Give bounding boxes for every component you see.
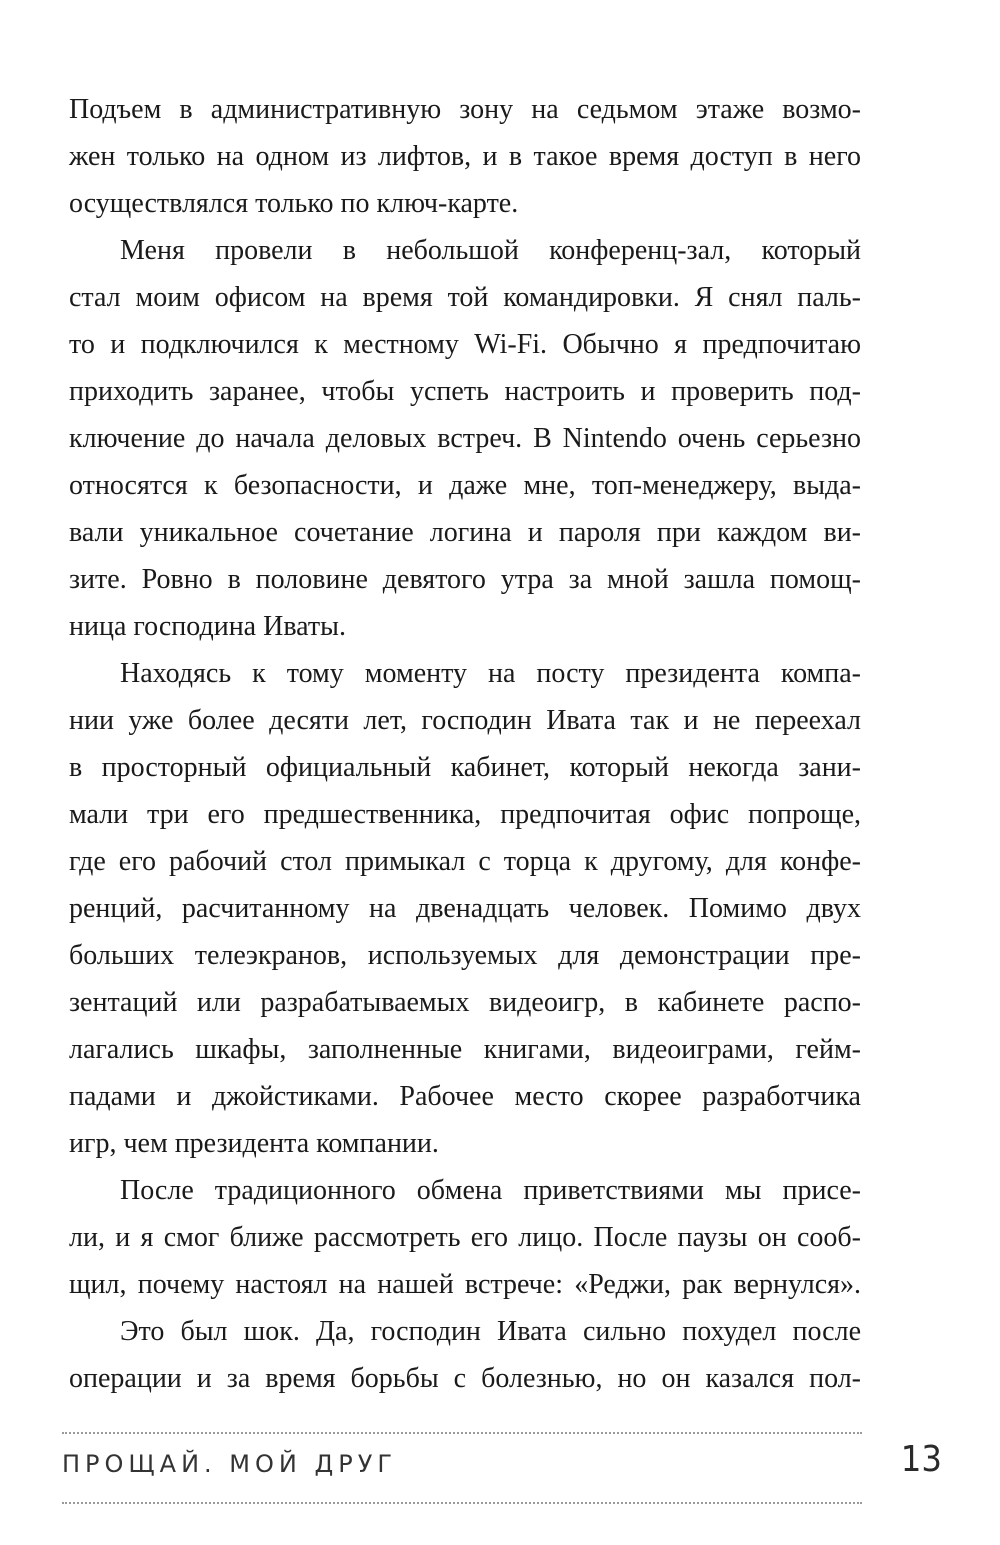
text-line: Подъем в административную зону на седьмом этаже возмо- xyxy=(69,94,861,125)
text-line: то и подключился к местному Wi-Fi. Обычно я предпочитаю xyxy=(69,329,861,360)
running-title: ПРОЩАЙ. МОЙ ДРУГ xyxy=(62,1450,397,1478)
text-line: зентаций или разрабатываемых видеоигр, в кабинете распо- xyxy=(69,987,861,1018)
text-line: Меня провели в небольшой конференц-зал, который xyxy=(120,235,861,266)
text-line: ключение до начала деловых встреч. В Nintendo очень серьезно xyxy=(69,423,861,454)
text-line: ренций, расчитанному на двенадцать человек. Помимо двух xyxy=(69,893,861,924)
text-line: щил, почему настоял на нашей встрече: «Реджи, рак вернулся». xyxy=(69,1269,861,1300)
footer-rule-top xyxy=(62,1432,862,1434)
page-number: 13 xyxy=(900,1439,942,1480)
text-line: игр, чем президента компании. xyxy=(69,1128,439,1159)
text-line: где его рабочий стол примыкал с торца к другому, для конфе- xyxy=(69,846,861,877)
text-line: относятся к безопасности, и даже мне, топ-менеджеру, выда- xyxy=(69,470,861,501)
text-line: падами и джойстиками. Рабочее место скорее разработчика xyxy=(69,1081,861,1112)
text-line: После традиционного обмена приветствиями мы присе- xyxy=(120,1175,861,1206)
text-line: ли, и я смог ближе рассмотреть его лицо. После паузы он сооб- xyxy=(69,1222,861,1253)
footer-rule-bottom xyxy=(62,1502,862,1504)
text-line: нии уже более десяти лет, господин Ивата так и не переехал xyxy=(69,705,861,736)
text-line: Это был шок. Да, господин Ивата сильно похудел после xyxy=(120,1316,861,1347)
text-line: операции и за время борьбы с болезнью, но он казался пол- xyxy=(69,1363,861,1394)
text-line: стал моим офисом на время той командировки. Я снял паль- xyxy=(69,282,861,313)
text-line: ница господина Иваты. xyxy=(69,611,346,642)
text-line: приходить заранее, чтобы успеть настроить и проверить под- xyxy=(69,376,861,407)
text-line: Находясь к тому моменту на посту президента компа- xyxy=(120,658,861,689)
text-line: в просторный официальный кабинет, который некогда зани- xyxy=(69,752,861,783)
text-line: мали три его предшественника, предпочитая офис попроще, xyxy=(69,799,861,830)
text-line: жен только на одном из лифтов, и в такое время доступ в него xyxy=(69,141,861,172)
text-line: вали уникальное сочетание логина и пароля при каждом ви- xyxy=(69,517,861,548)
text-line: осуществлялся только по ключ-карте. xyxy=(69,188,519,219)
text-line: зите. Ровно в половине девятого утра за мной зашла помощ- xyxy=(69,564,861,595)
body-text xyxy=(69,86,861,1402)
text-line: больших телеэкранов, используемых для демонстрации пре- xyxy=(69,940,861,971)
text-line: лагались шкафы, заполненные книгами, видеоиграми, гейм- xyxy=(69,1034,861,1065)
